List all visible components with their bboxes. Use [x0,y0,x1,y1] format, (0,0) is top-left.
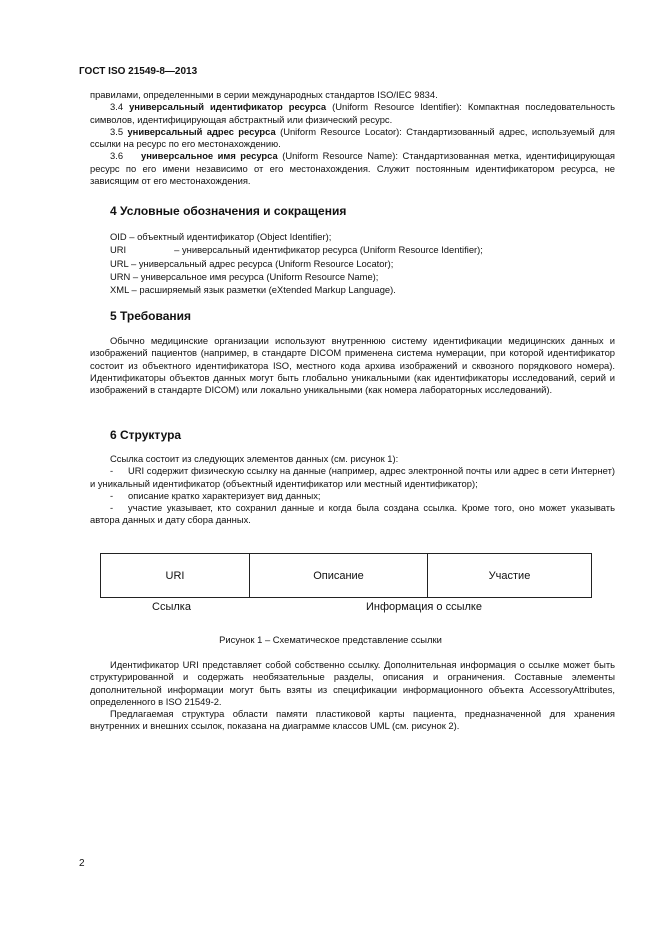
closing-paragraphs [90,659,615,733]
bullet-item-participation [90,502,615,527]
definition-3-5 [90,126,615,151]
abbr-url: URL – универсальный адрес ресурса (Uniform Resource Locator); [110,257,394,269]
bullet-mark: - [110,489,114,501]
diagram-cell-uri: URI [165,569,185,582]
link-structure-diagram [100,553,592,598]
section-4-title: 4 Условные обозначения и сокращения [110,204,347,218]
definition-number: 3.5 [110,125,124,137]
bullet-mark: - [110,502,114,514]
bullet-text: URI содержит физическую ссылку на данные (например, адрес электронной почты или адрес в сети Интернет) и уникальный идентификатор (объектный идентификатор или местный идентификатор); [90,465,615,489]
diagram-cell-participation: Участие [427,554,591,597]
definition-text: (Uniform Resource Identifier): Компактная последовательность символов, идентифицирующая абстрактный или физический ресурс. [90,101,616,125]
abbr-urn: URN – универсальное имя ресурса (Uniform Resource Name); [110,270,379,282]
abbr-uri [110,243,483,256]
requirements-paragraph: Обычно медицинские организации используют внутреннюю систему идентификации медицинских данных и изображений пациентов (например, в стандарте DICOM применена система нумерации, при которой идентификатор состоит из объектного идентификатора ISO, местного кода архива изображений и сквозного порядкового номера). Идентификаторы объектов данных могут быть глобально уникальными (как идентификаторы исследований, серий и изображений в стандарте DICOM) или локально уникальными (как номера лабораторных исследований). [90,335,615,396]
abbr-oid: OID – объектный идентификатор (Object Identifier); [110,231,332,242]
bullet-item-description [90,490,615,502]
abbr-uri-term: URI [110,244,127,256]
page-number: 2 [79,858,85,869]
diagram-label-link-info: Информация о ссылке [366,601,482,613]
diagram-label-link: Ссылка [152,601,191,613]
uml-reference-paragraph: Предлагаемая структура области памяти пластиковой карты пациента, предназначенной для хранения внутренних и внешних ссылок, показана на диаграмме классов UML (см. рисунок 2). [90,708,615,732]
definition-number: 3.4 [110,101,124,113]
section-6-body [90,453,615,527]
section-5-title: 5 Требования [110,309,191,323]
continuation-text: правилами, определенными в серии международных стандартов ISO/IEC 9834. [90,89,438,100]
diagram-cell-description: Описание [249,554,427,597]
definition-3-6 [90,150,615,187]
section-6-title: 6 Структура [110,428,182,442]
bullet-item-uri [90,465,615,490]
definitions-block [90,89,615,187]
abbreviations-list [110,230,483,296]
definition-3-4 [90,101,615,126]
definition-number: 3.6 [110,150,124,162]
standard-header: ГОСТ ISO 21549-8—2013 [79,66,198,77]
bullet-mark: - [110,465,114,477]
abbr-xml: XML – расширяемый язык разметки (eXtended Markup Language). [110,284,396,296]
definition-term: универсальное имя ресурса [141,150,278,162]
section-5-body [90,335,615,396]
bullet-text: участие указывает, кто сохранил данные и когда была создана ссылка. Кроме того, оно может указывать автора данных и дату сбора данных. [90,502,615,526]
structure-intro: Ссылка состоит из следующих элементов данных (см. рисунок 1): [110,453,399,464]
definition-text: (Uniform Resource Locator): Стандартизованный адрес, используемый для ссылки на ресурс по его местонахождению. [90,125,616,150]
definition-text: (Uniform Resource Name): Стандартизованная метка, идентифицирующая ресурс по его имени независимо от его местонахождения. Служит постоянным идентификатором ресурса, не зависящим от его местонахождения. [90,150,615,187]
figure-1-caption: Рисунок 1 – Схематическое представление ссылки [219,634,442,645]
bullet-text: описание кратко характеризует вид данных; [128,489,321,501]
definition-term: универсальный адрес ресурса [127,125,276,137]
definition-term: универсальный идентификатор ресурса [129,101,327,113]
abbr-uri-desc: – универсальный идентификатор ресурса (Uniform Resource Identifier); [174,244,483,256]
uri-paragraph: Идентификатор URI представляет собой собственно ссылку. Дополнительная информация о ссылке может быть структурированной и содержать необязательные разделы, описания и ограничения. Составные элементы дополнительной информации могут быть взяты из спецификации информационного объекта AccessoryAttributes, определенного в ISO 21549-2. [90,659,615,707]
